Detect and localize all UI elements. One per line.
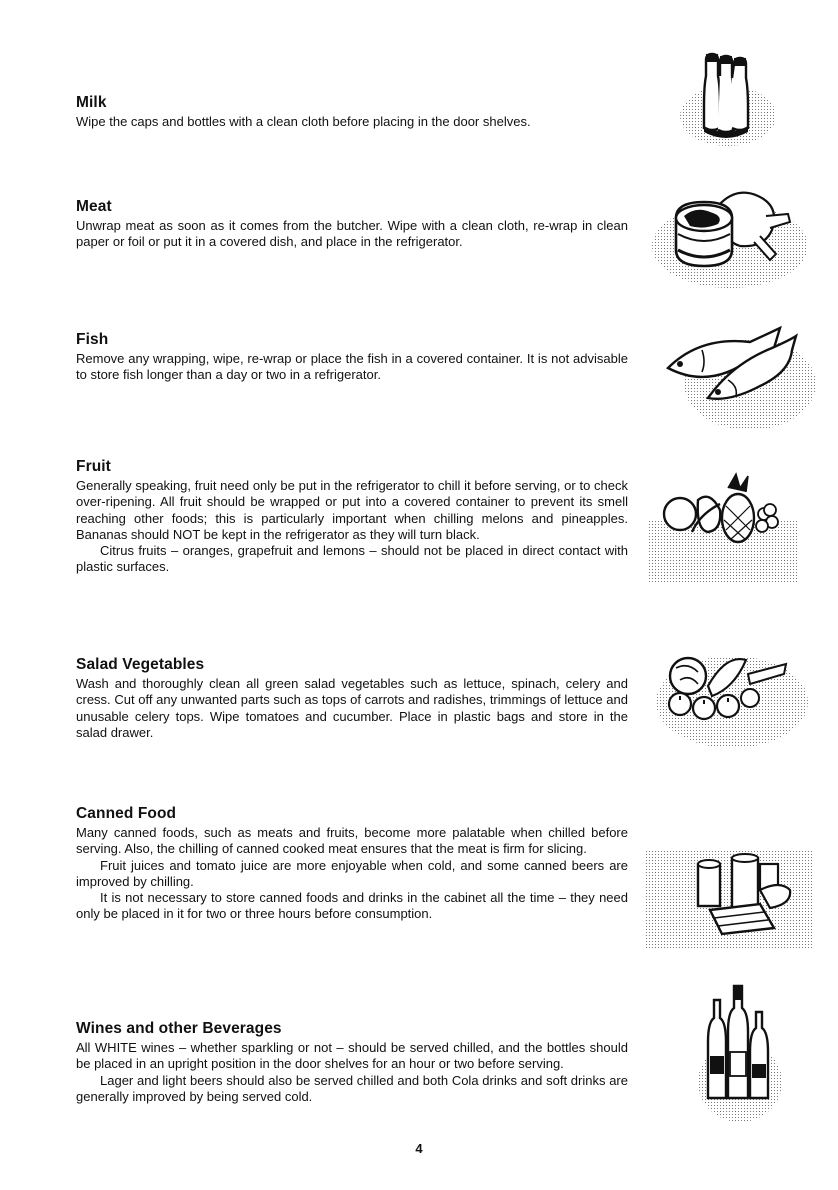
milk-bottles-icon — [668, 46, 778, 150]
section-wines — [76, 1020, 628, 1105]
section-milk — [76, 94, 628, 130]
section-fish — [76, 331, 628, 384]
section-salad-vegetables — [76, 656, 628, 741]
paragraph-canned-food-2: Fruit juices and tomato juice are more enjoyable when cold, and some canned beers are improved by chilling. — [76, 857, 628, 889]
fish-icon — [640, 310, 820, 440]
paragraph-fruit-1: Generally speaking, fruit need only be put in the refrigerator to chill it before serving, or to check over-ripening. All fruit should be wrapped or put into a covered container to prevent its smell reaching other foods; this is particularly important when chilling melons and pineapples. Bananas should NOT be kept in the refrigerator as they will turn black. — [76, 478, 628, 542]
heading-fruit: Fruit — [76, 458, 111, 475]
wine-bottles-icon — [690, 982, 790, 1132]
vegetables-icon — [636, 634, 816, 754]
heading-salad-vegetables: Salad Vegetables — [76, 656, 205, 673]
fruit-icon — [640, 470, 810, 588]
paragraph-canned-food-1: Many canned foods, such as meats and fruits, become more palatable when chilled before serving. Also, the chilling of canned cooked meat ensures that the meat is firm for slicing. — [76, 825, 628, 857]
paragraph-salad-vegetables: Wash and thoroughly clean all green salad vegetables such as lettuce, spinach, celery and cress. Cut off any unwanted parts such as tops of carrots and radishes, trimmings of lettuce and unusable celery tops. Wipe tomatoes and cucumber. Place in plastic bags and store in the salad drawer. — [76, 676, 628, 740]
paragraph-meat: Unwrap meat as soon as it comes from the butcher. Wipe with a clean cloth, re-wrap in clean paper or foil or put it in a covered dish, and place in the refrigerator. — [76, 218, 628, 250]
paragraph-milk: Wipe the caps and bottles with a clean cloth before placing in the door shelves. — [76, 114, 531, 129]
heading-canned-food: Canned Food — [76, 805, 177, 822]
heading-wines: Wines and other Beverages — [76, 1020, 282, 1037]
section-meat — [76, 198, 628, 251]
paragraph-wines-2: Lager and light beers should also be served chilled and both Cola drinks and soft drinks are generally improved by being served cold. — [76, 1072, 628, 1104]
paragraph-canned-food-3: It is not necessary to store canned foods and drinks in the cabinet all the time – they need only be placed in it for two or three hours before consumption. — [76, 890, 628, 922]
heading-fish: Fish — [76, 331, 109, 348]
paragraph-fruit-2: Citrus fruits – oranges, grapefruit and lemons – should not be placed in direct contact with plastic surfaces. — [76, 543, 628, 575]
section-canned-food — [76, 805, 628, 923]
paragraph-wines-1: All WHITE wines – whether sparkling or not – should be served chilled, and the bottles should be placed in an upright position in the door shelves for an hour or two before serving. — [76, 1040, 628, 1072]
section-fruit — [76, 458, 628, 576]
meat-icon — [640, 176, 810, 296]
paragraph-fish: Remove any wrapping, wipe, re-wrap or place the fish in a covered container. It is not advisable to store fish longer than a day or two in a refrigerator. — [76, 351, 628, 383]
heading-meat: Meat — [76, 198, 112, 215]
heading-milk: Milk — [76, 94, 107, 111]
page-number: 4 — [415, 1141, 423, 1156]
cans-icon — [640, 830, 820, 956]
